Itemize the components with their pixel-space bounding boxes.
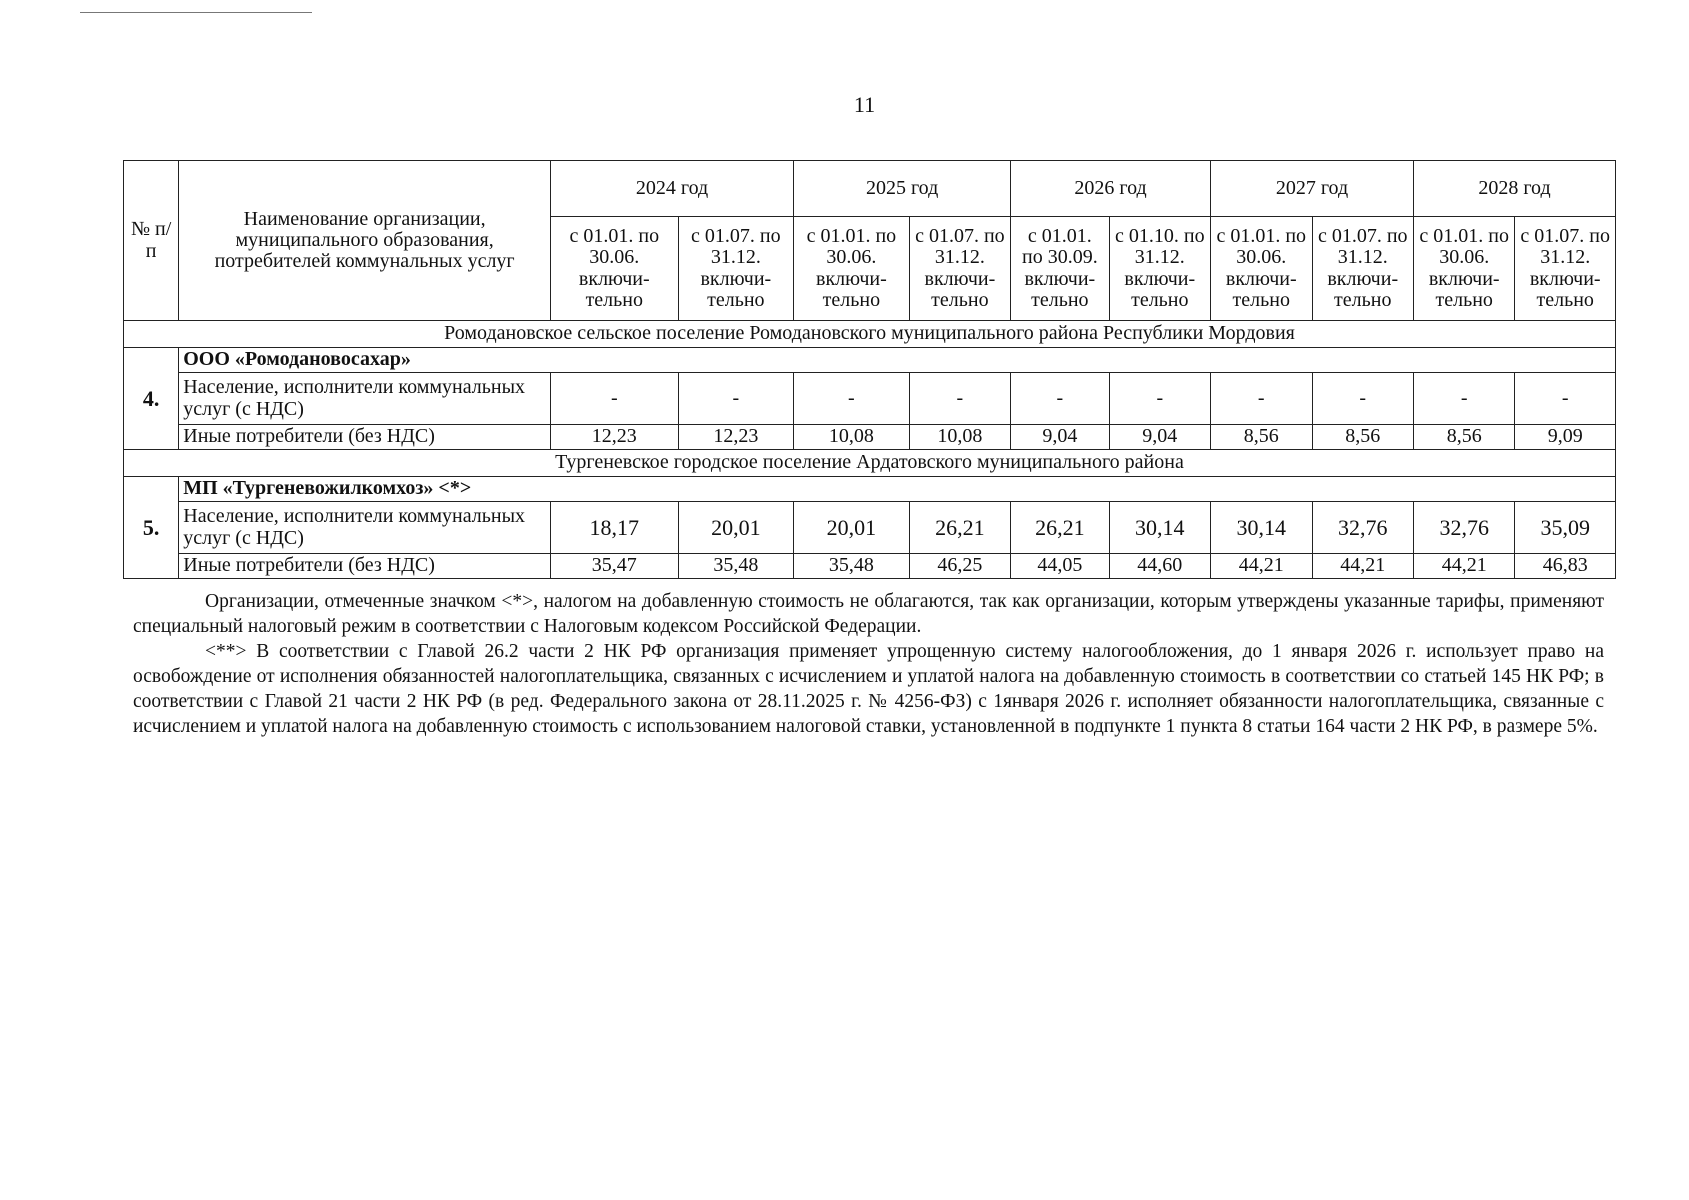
consumer-label: Население, исполнители коммунальных услуг (с НДС) bbox=[179, 502, 551, 554]
tariff-value: 30,14 bbox=[1211, 502, 1312, 554]
tariff-value: 20,01 bbox=[678, 502, 794, 554]
header-period: с 01.07. по 31.12. включи-тельно bbox=[678, 217, 794, 321]
tariff-value: - bbox=[678, 373, 794, 425]
tariff-value: 9,04 bbox=[1011, 425, 1109, 450]
tariff-value: 12,23 bbox=[550, 425, 678, 450]
header-num: № п/п bbox=[124, 161, 179, 321]
tariff-value: 46,83 bbox=[1515, 554, 1616, 579]
tariff-value: 9,04 bbox=[1109, 425, 1210, 450]
tariff-value: 8,56 bbox=[1211, 425, 1312, 450]
tariff-value: 32,76 bbox=[1413, 502, 1514, 554]
tariff-value: 8,56 bbox=[1413, 425, 1514, 450]
org-name: МП «Тургеневожилкомхоз» <*> bbox=[179, 477, 1616, 502]
tariff-value: 44,21 bbox=[1413, 554, 1514, 579]
org-name: ООО «Ромодановосахар» bbox=[179, 348, 1616, 373]
tariff-value: 46,25 bbox=[909, 554, 1010, 579]
tariff-value: - bbox=[909, 373, 1010, 425]
header-year-2027: 2027 год bbox=[1211, 161, 1414, 217]
tariff-value: 35,48 bbox=[678, 554, 794, 579]
tariff-value: 44,21 bbox=[1312, 554, 1413, 579]
footnote-vat-exempt: Организации, отмеченные значком <*>, налогом на добавленную стоимость не облагаются, так как организации, которым утверждены указанные тарифы, применяют специальный налоговый режим в соответствии с Налоговым кодексом Российской Федерации. bbox=[133, 591, 1604, 637]
tariff-table bbox=[123, 160, 1616, 579]
tariff-value: 30,14 bbox=[1109, 502, 1210, 554]
tariff-value: - bbox=[550, 373, 678, 425]
header-name: Наименование организации, муниципального образования, потребителей коммунальных услуг bbox=[179, 161, 551, 321]
tariff-value: 35,47 bbox=[550, 554, 678, 579]
section-title: Ромодановское сельское поселение Ромодановского муниципального района Республики Мордовия bbox=[124, 321, 1616, 348]
tariff-value: - bbox=[1413, 373, 1514, 425]
section-title-row bbox=[124, 450, 1616, 477]
header-year-2028: 2028 год bbox=[1413, 161, 1615, 217]
header-period: с 01.07. по 31.12. включи-тельно bbox=[909, 217, 1010, 321]
header-period: с 01.01. по 30.06. включи-тельно bbox=[1413, 217, 1514, 321]
tariff-value: 32,76 bbox=[1312, 502, 1413, 554]
header-period: с 01.01. по 30.09. включи-тельно bbox=[1011, 217, 1109, 321]
org-row bbox=[124, 348, 1616, 373]
tariff-value: 10,08 bbox=[909, 425, 1010, 450]
consumer-label: Иные потребители (без НДС) bbox=[179, 554, 551, 579]
header-year-2024: 2024 год bbox=[550, 161, 793, 217]
tariff-value: - bbox=[1109, 373, 1210, 425]
table-row bbox=[124, 502, 1616, 554]
section-title: Тургеневское городское поселение Ардатовского муниципального района bbox=[124, 450, 1616, 477]
section-title-row bbox=[124, 321, 1616, 348]
tariff-value: 26,21 bbox=[909, 502, 1010, 554]
row-number: 5. bbox=[124, 477, 179, 579]
top-rule bbox=[80, 12, 312, 13]
tariff-value: - bbox=[794, 373, 910, 425]
tariff-value: 44,05 bbox=[1011, 554, 1109, 579]
tariff-value: 35,09 bbox=[1515, 502, 1616, 554]
org-row bbox=[124, 477, 1616, 502]
tariff-value: 8,56 bbox=[1312, 425, 1413, 450]
tariff-value: 9,09 bbox=[1515, 425, 1616, 450]
tariff-value: - bbox=[1011, 373, 1109, 425]
tariff-value: 20,01 bbox=[794, 502, 910, 554]
tariff-value: - bbox=[1312, 373, 1413, 425]
consumer-label: Население, исполнители коммунальных услуг (с НДС) bbox=[179, 373, 551, 425]
header-period: с 01.07. по 31.12. включи-тельно bbox=[1312, 217, 1413, 321]
header-period: с 01.01. по 30.06. включи-тельно bbox=[1211, 217, 1312, 321]
table-row bbox=[124, 373, 1616, 425]
header-period: с 01.01. по 30.06. включи-тельно bbox=[794, 217, 910, 321]
header-year-2026: 2026 год bbox=[1011, 161, 1211, 217]
footnote-simplified-tax: <**> В соответствии с Главой 26.2 части 2 НК РФ организация применяет упрощенную систему налогообложения, до 1 января 2026 г. использует право на освобождение от исполнения обязанностей налогоплательщика, связанных с исчислением и уплатой налога на добавленную стоимость в соответствии со статьей 145 НК РФ; в соответствии с Главой 21 части 2 НК РФ (в ред. Федерального закона от 28.11.2025 г. № 4256-ФЗ) с 1января 2026 г. исполняет обязанности налогоплательщика, связанные с исчислением и уплатой налога на добавленную стоимость с использованием налоговой ставки, установленной в подпункте 1 пункта 8 статьи 164 части 2 НК РФ, в размере 5%. bbox=[133, 641, 1604, 737]
table-row bbox=[124, 425, 1616, 450]
tariff-value: 35,48 bbox=[794, 554, 910, 579]
tariff-value: 12,23 bbox=[678, 425, 794, 450]
page-number: 11 bbox=[853, 92, 876, 117]
header-period: с 01.01. по 30.06. включи-тельно bbox=[550, 217, 678, 321]
tariff-value: - bbox=[1515, 373, 1616, 425]
header-period: с 01.07. по 31.12. включи-тельно bbox=[1515, 217, 1616, 321]
row-number: 4. bbox=[124, 348, 179, 450]
tariff-value: 44,60 bbox=[1109, 554, 1210, 579]
table-row bbox=[124, 554, 1616, 579]
tariff-value: 18,17 bbox=[550, 502, 678, 554]
header-row-years bbox=[124, 161, 1616, 217]
consumer-label: Иные потребители (без НДС) bbox=[179, 425, 551, 450]
tariff-value: - bbox=[1211, 373, 1312, 425]
footnotes bbox=[133, 589, 1604, 739]
header-period: с 01.10. по 31.12. включи-тельно bbox=[1109, 217, 1210, 321]
tariff-value: 10,08 bbox=[794, 425, 910, 450]
tariff-value: 44,21 bbox=[1211, 554, 1312, 579]
tariff-value: 26,21 bbox=[1011, 502, 1109, 554]
header-year-2025: 2025 год bbox=[794, 161, 1011, 217]
